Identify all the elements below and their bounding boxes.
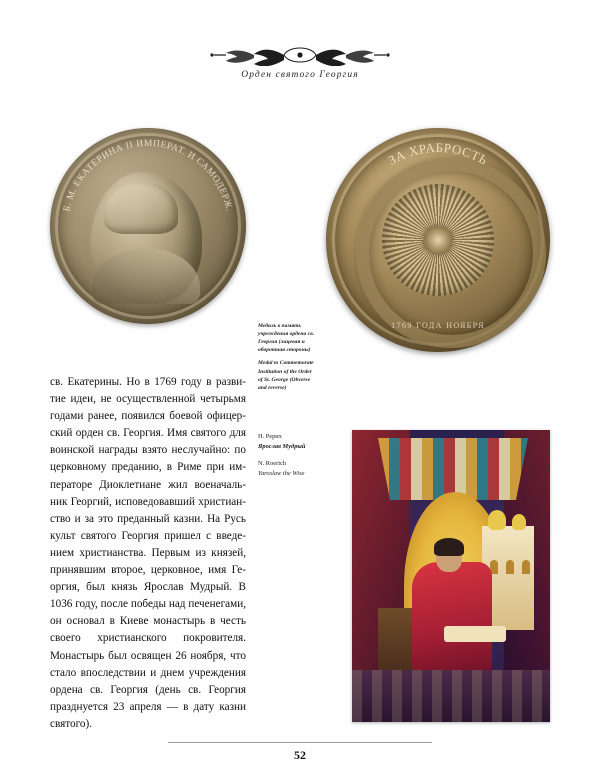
- church-window: [506, 560, 514, 574]
- page-number: 52: [294, 748, 306, 762]
- page-header: [0, 44, 600, 80]
- painting-image: [352, 430, 550, 722]
- medal-obverse-image: [50, 128, 246, 324]
- painting-prince-hair: [434, 538, 464, 556]
- medal-date-inscription: 1769 ГОДА НОЯБРЯ: [391, 321, 485, 330]
- medal-caption: [258, 322, 316, 392]
- painting-prince-figure: [412, 562, 492, 674]
- painting-title-ru: Ярослав Мудрый: [258, 442, 306, 450]
- running-title: Орден святого Георгия: [241, 70, 359, 80]
- medal-caption-en: Medal to Commemorate Institution of the Order of St. George (Obverse and reverse): [258, 360, 314, 391]
- church-dome-small: [512, 514, 526, 530]
- painting-author-en: N. Roerich: [258, 460, 287, 468]
- svg-text:ЗА ХРАБРОСТЬ: ЗА ХРАБРОСТЬ: [385, 139, 491, 168]
- painting-title-en: Yaroslaw the Wise: [258, 469, 305, 477]
- footer-divider: [168, 742, 432, 743]
- body-text-column: [50, 374, 246, 733]
- medal-caption-ru: Медаль в память учреждения ордена св. Георгия (лицевая и оборотная стороны): [258, 323, 315, 354]
- painting-scroll: [444, 626, 506, 642]
- painting-canopy: [378, 438, 528, 500]
- painting-floor-pattern: [352, 670, 550, 722]
- medal-reverse-image: [326, 128, 550, 352]
- church-window: [522, 560, 530, 574]
- painting-caption: [258, 432, 342, 478]
- painting-floor: [352, 670, 550, 722]
- starburst-relief: [382, 184, 494, 296]
- painting-author-ru: Н. Рерих: [258, 433, 282, 440]
- floral-ornament-divider-icon: [180, 44, 420, 66]
- empress-bust-relief: [90, 172, 202, 304]
- svg-text:Б. М. ЕКАТЕРИНА II ИМПЕРАТ. И: Б. М. ЕКАТЕРИНА II ИМПЕРАТ. И САМОДЕРЖ.: [62, 138, 234, 213]
- church-dome: [488, 510, 506, 530]
- bust-shoulder: [92, 248, 200, 304]
- body-paragraph: св. Екатерины. Но в 1769 году в развитие идеи, не осуществленной четырьмя годами ранее, появился боевой офицерский орден св. Георгия. Имя святого для воинской награды взято неслучайно: по церковному преданию, в Риме при императоре Диоклетиане жил военачальник Георгий, исповедовавший христианство и за это преданный казни. На Русь культ святого Георгия пришел с введением христианства. Первым из князей, принявшим второе, церковное, имя Георгия, был князь Ярослав Мудрый. В 1036 году, после победы над печенегами, он основал в Киеве монастырь в честь своего христианского покровителя. Монастырь был освящен 26 ноября, что стало впоследствии и днем учреждения ордена св. Георгия (день св. Георгия празднуется 23 апреля — в дату казни святого).: [50, 376, 246, 730]
